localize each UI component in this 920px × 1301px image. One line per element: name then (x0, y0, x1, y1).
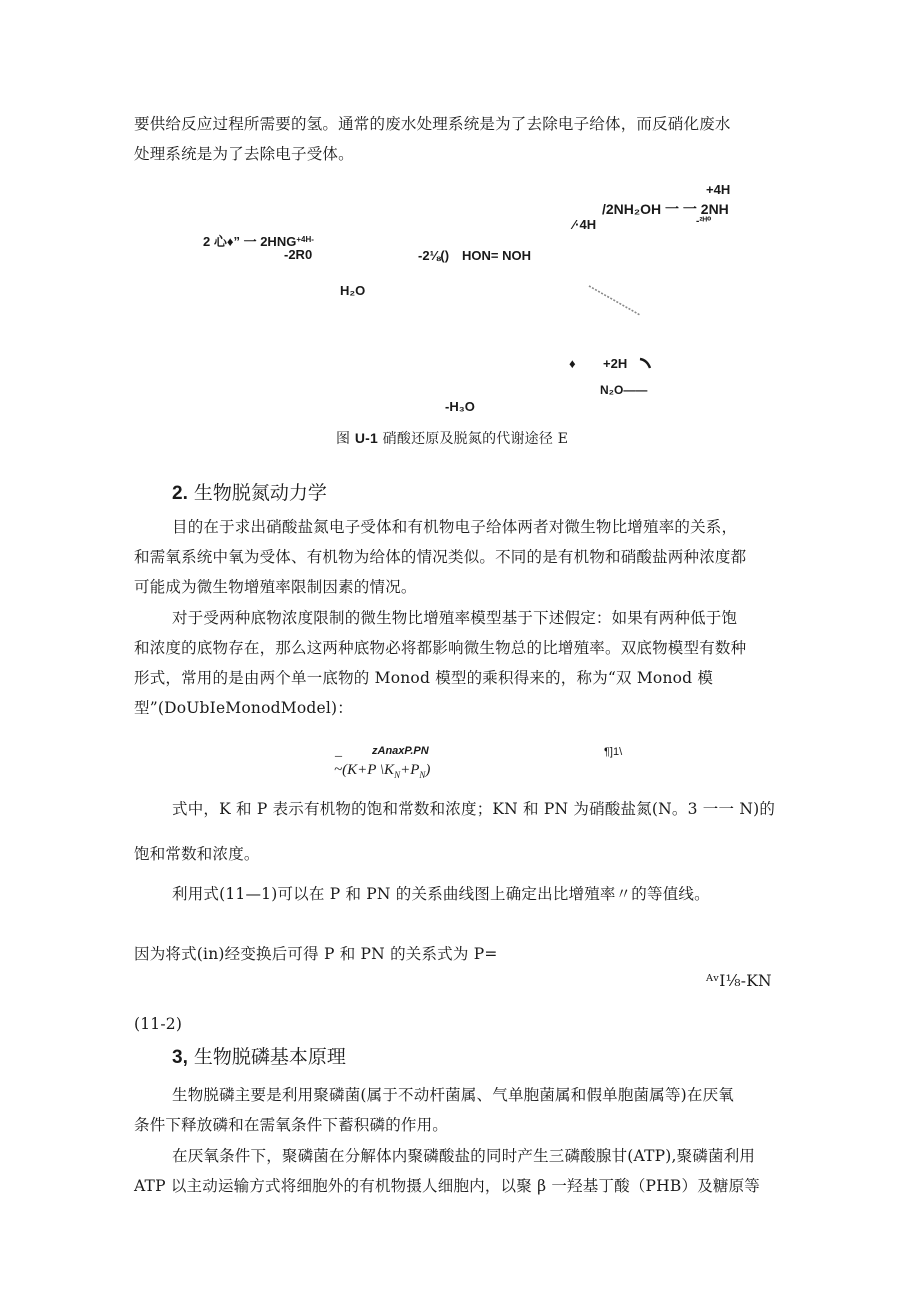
s3-p2-line-1: 在厌氧条件下，聚磷菌在分解体内聚磷酸盐的同时产生三磷酸腺甘(ATP),聚磷菌利用 (172, 1147, 756, 1165)
fig-curve-arrow-icon (638, 357, 654, 371)
eq-den-sub-1: N (394, 770, 401, 780)
section-2-heading (172, 478, 327, 505)
s2-p2-line-4: 型”(DoUbIeMonodModel)： (134, 699, 353, 717)
s2-p3-line-2: 饱和常数和浓度。 (134, 845, 260, 863)
s2-p2-line-2: 和浓度的底物存在，那么这两种底物必将都影响微生物总的比增殖率。双底物模型有数种 (134, 639, 747, 657)
eq-den-part-1: ~(K+P \K (334, 762, 395, 778)
eq-denominator (334, 762, 430, 780)
s2-p2-line-3: 形式，常用的是由两个单一底物的 Monod 模型的乘积得来的，称为“双 Monod 模 (134, 669, 714, 687)
fig-label-2h0: -²ᴴ⁰ (696, 216, 712, 227)
section-2-title: 生物脱氮动力学 (187, 482, 327, 504)
fig-arrow-line (585, 283, 645, 319)
fig-left-main: 2 心♦” 一 2HNG (203, 234, 297, 249)
fig-label-h2o: H₂O (340, 283, 366, 298)
caption-label: U-1 (354, 430, 379, 446)
s2-p4: 利用式(11—1)可以在 P 和 PN 的关系曲线图上确定出比增殖率〃的等值线。 (172, 885, 710, 903)
section-3-title: 生物脱磷基本原理 (187, 1046, 346, 1068)
fig-left-sup: +4H- (296, 235, 314, 244)
s3-p1-line-2: 条件下释放磷和在需氧条件下蓄积磷的作用。 (134, 1116, 449, 1134)
fig-label-2nh2oh: /2NH₂OH 一 一 2NH (602, 201, 729, 217)
section-3-heading (172, 1042, 346, 1069)
fig-label-hon-noh: HON= NOH (462, 248, 531, 263)
fig-label-2r0: -2R0 (284, 247, 313, 262)
intro-line-1: 要供给反应过程所需要的氢。通常的废水处理系统是为了去除电子给体，而反硝化废水 (134, 115, 731, 133)
s2-p1-line-3: 可能成为微生物增殖率限制因素的情况。 (134, 578, 417, 596)
section-3-number: 3, (172, 1047, 188, 1068)
fig-label-plus2h: +2H (603, 356, 628, 371)
s2-p5-right-formula: ᴬᵛI⅛-KN (706, 972, 772, 990)
s2-p5-reference: (11-2) (134, 1015, 183, 1033)
eq-den-part-2: +P (400, 762, 420, 778)
s3-p1-line-1: 生物脱磷主要是利用聚磷菌(属于不动杆菌属、气单胞菌属和假单胞菌属等)在厌氧 (172, 1086, 734, 1104)
eq-reference: ¶]1\ (604, 746, 623, 758)
eq-den-part-3: ) (425, 762, 431, 778)
figure-caption (336, 427, 568, 450)
intro-line-2: 处理系统是为了去除电子受体。 (134, 145, 354, 163)
caption-text: 硝酸还原及脱氮的代谢途径 E (378, 431, 569, 447)
fig-label-h3o: -H₃O (445, 399, 475, 414)
s2-p2-line-1: 对于受两种底物浓度限制的微生物比增殖率模型基于下述假定：如果有两种低于饱 (172, 609, 738, 627)
eq-numerator: zAnaxP.PN (372, 745, 429, 757)
section-2-number: 2. (172, 483, 188, 504)
fig-label-plus4h: +4H (706, 182, 731, 197)
s3-p2-line-2: ATP 以主动运输方式将细胞外的有机物摄人细胞内，以聚 β 一羟基丁酸（PHB）及糖原等 (134, 1177, 760, 1195)
fig-label-n2o: N₂O—— (600, 383, 648, 397)
caption-prefix: 图 (336, 431, 355, 447)
fig-label-diamond: ♦ (569, 356, 576, 371)
s2-p1-line-1: 目的在于求出硝酸盐氮电子受体和有机物电子给体两者对微生物比增殖率的关系， (172, 518, 738, 536)
fig-label-4h: ⁄·4H (573, 217, 597, 232)
eq-mark: _ (335, 744, 342, 759)
s2-p1-line-2: 和需氧系统中氧为受体、有机物为给体的情况类似。不同的是有机物和硝酸盐两种浓度都 (134, 548, 747, 566)
eq-den-sub-2: N (419, 770, 426, 780)
s2-p3-line-1: 式中，K 和 P 表示有机物的饱和常数和浓度；KN 和 PN 为硝酸盐氮(N。3 一一 N)的 (172, 800, 776, 818)
s2-p5: 因为将式(in)经变换后可得 P 和 PN 的关系式为 P= (134, 945, 498, 963)
fig-label-2frac: -2⅛() (418, 248, 450, 263)
